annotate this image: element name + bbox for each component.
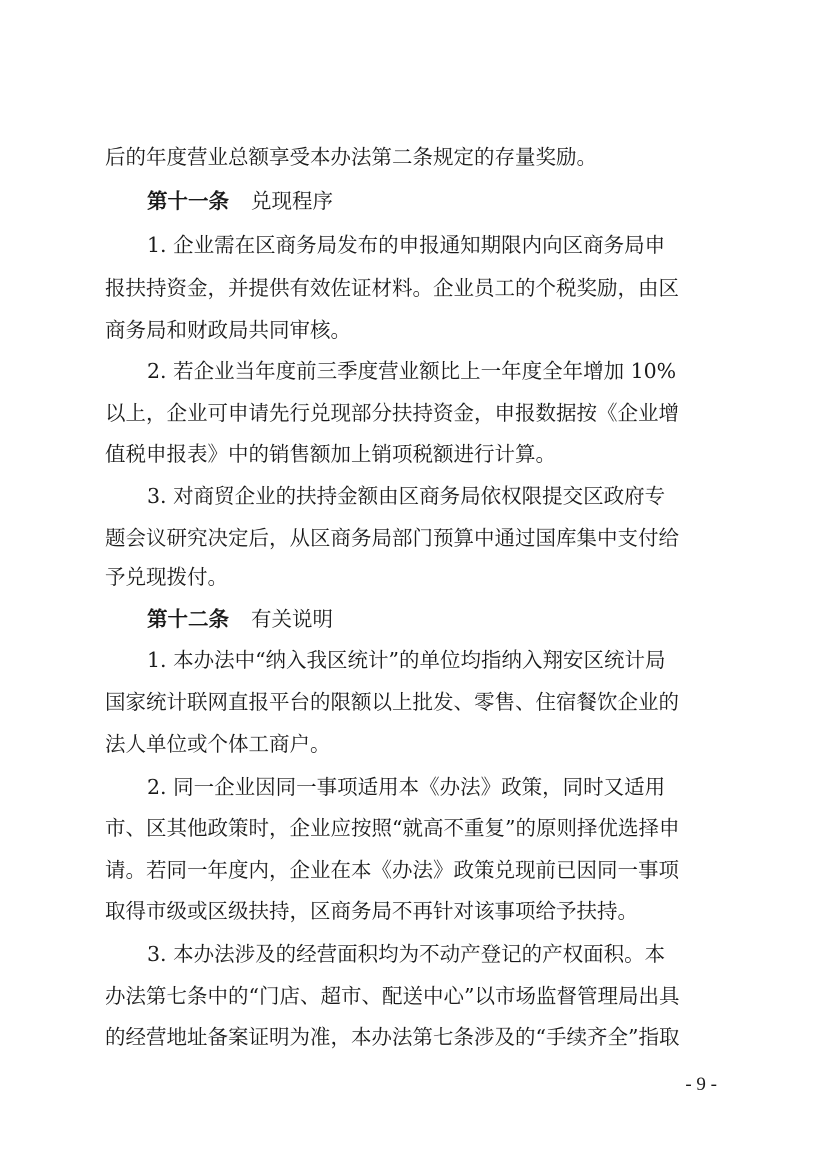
- body-line: 商务局和财政局共同审核。: [105, 318, 351, 342]
- article-11-number: 第十一条: [147, 189, 229, 213]
- body-line: 取得市级或区级扶持，区商务局不再针对该事项给予扶持。: [105, 899, 638, 923]
- body-line: 1. 本办法中“纳入我区统计”的单位均指纳入翔安区统计局: [147, 648, 666, 672]
- body-line: 以上，企业可申请先行兑现部分扶持资金，申报数据按《企业增: [105, 401, 679, 425]
- body-line: 的经营地址备案证明为准，本办法第七条涉及的“手续齐全”指取: [105, 1025, 680, 1049]
- page-number: - 9 -: [685, 1074, 717, 1095]
- body-line: 后的年度营业总额享受本办法第二条规定的存量奖励。: [105, 145, 597, 169]
- body-line: 题会议研究决定后，从区商务局部门预算中通过国库集中支付给: [105, 526, 679, 550]
- article-11-heading: [147, 181, 720, 221]
- body-line: 市、区其他政策时，企业应按照“就高不重复”的原则择优选择申: [105, 816, 680, 840]
- body-line: 2. 若企业当年度前三季度营业额比上一年度全年增加 10%: [147, 359, 677, 383]
- body-line: 办法第七条中的“门店、超市、配送中心”以市场监督管理局出具: [105, 984, 680, 1008]
- body-line: 予兑现拨付。: [105, 565, 228, 589]
- article-12-title: 有关说明: [251, 607, 333, 631]
- body-line: 值税申报表》中的销售额加上销项税额进行计算。: [105, 442, 556, 466]
- body-line: 法人单位或个体工商户。: [105, 732, 331, 756]
- body-line: 报扶持资金，并提供有效佐证材料。企业员工的个税奖励，由区: [105, 276, 679, 300]
- body-line: 2. 同一企业因同一事项适用本《办法》政策，同时又适用: [147, 775, 666, 799]
- article-11-title: 兑现程序: [251, 189, 333, 213]
- body-line: 3. 对商贸企业的扶持金额由区商务局依权限提交区政府专: [147, 484, 666, 508]
- body-line: 国家统计联网直报平台的限额以上批发、零售、住宿餐饮企业的: [105, 690, 679, 714]
- body-line: 请。若同一年度内，企业在本《办法》政策兑现前已因同一事项: [105, 858, 679, 882]
- article-12-heading: [147, 599, 720, 639]
- body-line: 1. 企业需在区商务局发布的申报通知期限内向区商务局申: [147, 233, 666, 257]
- body-line: 3. 本办法涉及的经营面积均为不动产登记的产权面积。本: [147, 942, 666, 966]
- article-12-number: 第十二条: [147, 607, 229, 631]
